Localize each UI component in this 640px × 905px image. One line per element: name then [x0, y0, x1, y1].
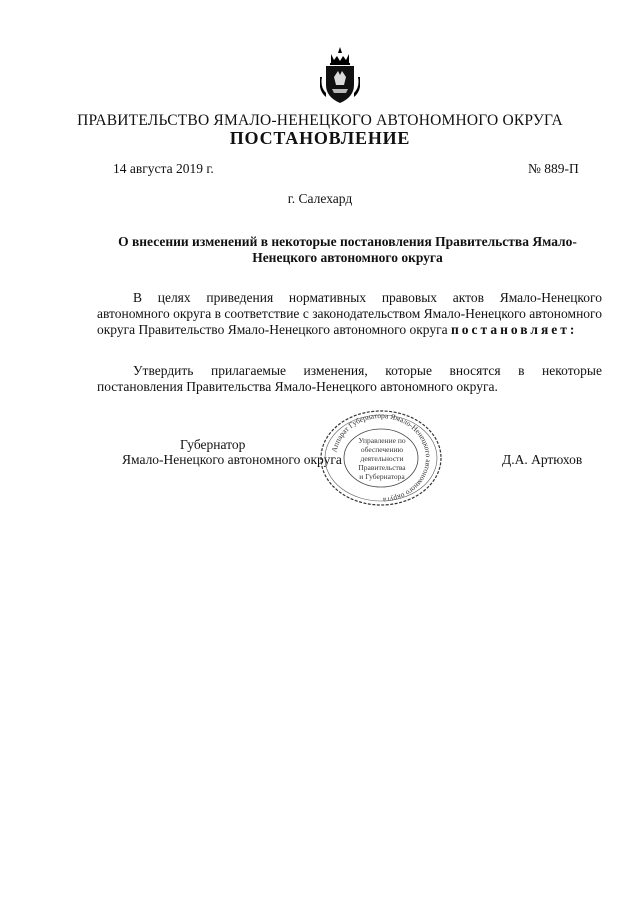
government-name: ПРАВИТЕЛЬСТВО ЯМАЛО-НЕНЕЦКОГО АВТОНОМНОГО ОКРУГА — [77, 112, 563, 129]
document-number: № 889-П — [528, 161, 579, 176]
stamp-line-4: Правительства — [358, 463, 406, 472]
signature-region: Ямало-Ненецкого автономного округа — [122, 452, 342, 467]
signature-position: Губернатор — [180, 437, 246, 452]
stamp-line-1: Управление по — [358, 436, 406, 445]
body-paragraph-2: Утвердить прилагаемые изменения, которые вносятся в некоторые постановления Правительства Ямало-Ненецкого автономного округа. — [97, 363, 602, 394]
stamp-line-2: обеспечению — [360, 445, 404, 454]
coat-of-arms-icon — [320, 47, 360, 105]
stamp-line-5: и Губернатора — [359, 472, 405, 481]
paragraph-1-text: В целях приведения нормативных правовых актов Ямало-Ненецкого автономного округа в соответствие с законодательством Ямало-Ненецкого автономного округа Правительство Ямало-Ненецкого автономного округа — [97, 290, 602, 337]
document-date: 14 августа 2019 г. — [113, 161, 214, 176]
stamp-line-3: деятельности — [360, 454, 404, 463]
body-paragraph-1 — [97, 290, 602, 338]
official-stamp — [316, 408, 446, 508]
document-type: ПОСТАНОВЛЕНИЕ — [229, 128, 411, 148]
signer-name: Д.А. Артюхов — [502, 452, 583, 467]
document-title: О внесении изменений в некоторые постановления Правительства Ямало-Ненецкого автономного округа — [118, 234, 577, 265]
stamp-ring-text: Аппарат Губернатора Ямало-Ненецкого автономного округа — [329, 410, 434, 505]
document-city: г. Салехард — [287, 191, 353, 206]
decree-word: постановляет: — [451, 322, 578, 337]
